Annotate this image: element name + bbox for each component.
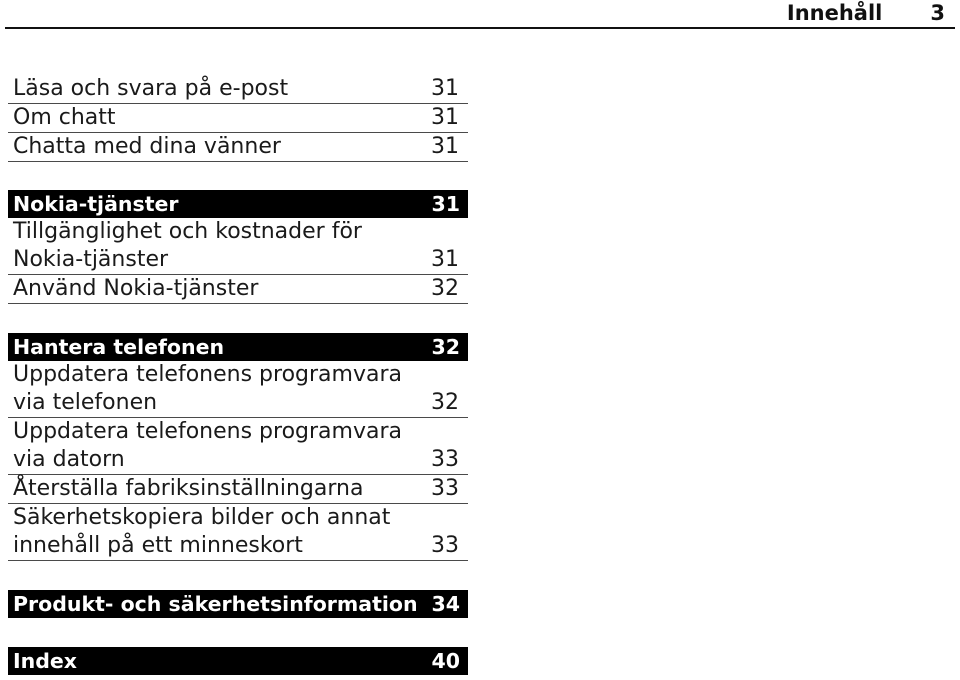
toc-section-title: Index [13,649,78,673]
toc-section-heading [8,190,468,218]
toc-entry [8,361,468,418]
toc-entry-title: Om chatt [13,105,116,130]
toc-section-title: Hantera telefonen [13,335,225,359]
toc-entry [8,504,468,561]
toc-section-page: 32 [431,335,460,359]
toc-entry-line [13,418,459,446]
toc-entry-title: Återställa fabriksinställningarna [13,476,364,501]
toc-entry [8,133,468,162]
page-header [5,0,955,29]
toc-entry-title: Använd Nokia-tjänster [13,276,259,301]
toc-entry-title: Säkerhetskopiera bilder och annat [13,505,391,530]
toc-entry-title: via datorn [13,447,125,472]
toc-entry-title: Tillgänglighet och kostnader för [13,219,362,244]
toc-section-heading [8,333,468,361]
toc-entry-line [13,475,459,503]
toc-entry [8,275,468,304]
page-number: 3 [930,1,945,25]
toc-entry-line [13,218,459,246]
toc-entry-page: 33 [431,533,459,558]
toc-section-page: 31 [431,192,460,216]
toc-entry-title: Uppdatera telefonens programvara [13,362,402,387]
toc-entry-title: via telefonen [13,390,158,415]
toc-entry-page: 31 [431,105,459,130]
toc-entry-page: 31 [431,76,459,101]
toc-entry-title: innehåll på ett minneskort [13,533,303,558]
toc-section-title: Nokia-tjänster [13,192,179,216]
toc-entry-title: Chatta med dina vänner [13,134,281,159]
toc-entry-line [13,446,459,474]
toc-entry [8,75,468,104]
toc-entry-title: Läsa och svara på e-post [13,76,289,101]
toc-entry-line [13,361,459,389]
toc-section-page: 40 [431,649,460,673]
toc-entry-page: 32 [431,276,459,301]
table-of-contents [8,75,468,675]
toc-entry-line [13,275,459,303]
toc-entry [8,475,468,504]
toc-entry-page: 32 [431,390,459,415]
toc-entry-title: Uppdatera telefonens programvara [13,419,402,444]
toc-entry [8,218,468,275]
toc-entry-line [13,389,459,417]
toc-entry-line [13,532,459,560]
toc-entry [8,418,468,475]
toc-entry-line [13,504,459,532]
toc-entry-line [13,75,459,103]
toc-entry-title: Nokia-tjänster [13,247,169,272]
toc-entry-line [13,104,459,132]
toc-entry-line [13,133,459,161]
toc-section-heading [8,590,468,618]
chapter-title: Innehåll [786,1,883,25]
toc-section-page: 34 [431,592,460,616]
toc-entry [8,104,468,133]
toc-entry-page: 31 [431,134,459,159]
toc-entry-page: 33 [431,476,459,501]
toc-entry-page: 31 [431,247,459,272]
toc-section-heading [8,647,468,675]
toc-entry-page: 33 [431,447,459,472]
toc-section-title: Produkt- och säkerhetsinformation [13,592,418,616]
toc-entry-line [13,246,459,274]
